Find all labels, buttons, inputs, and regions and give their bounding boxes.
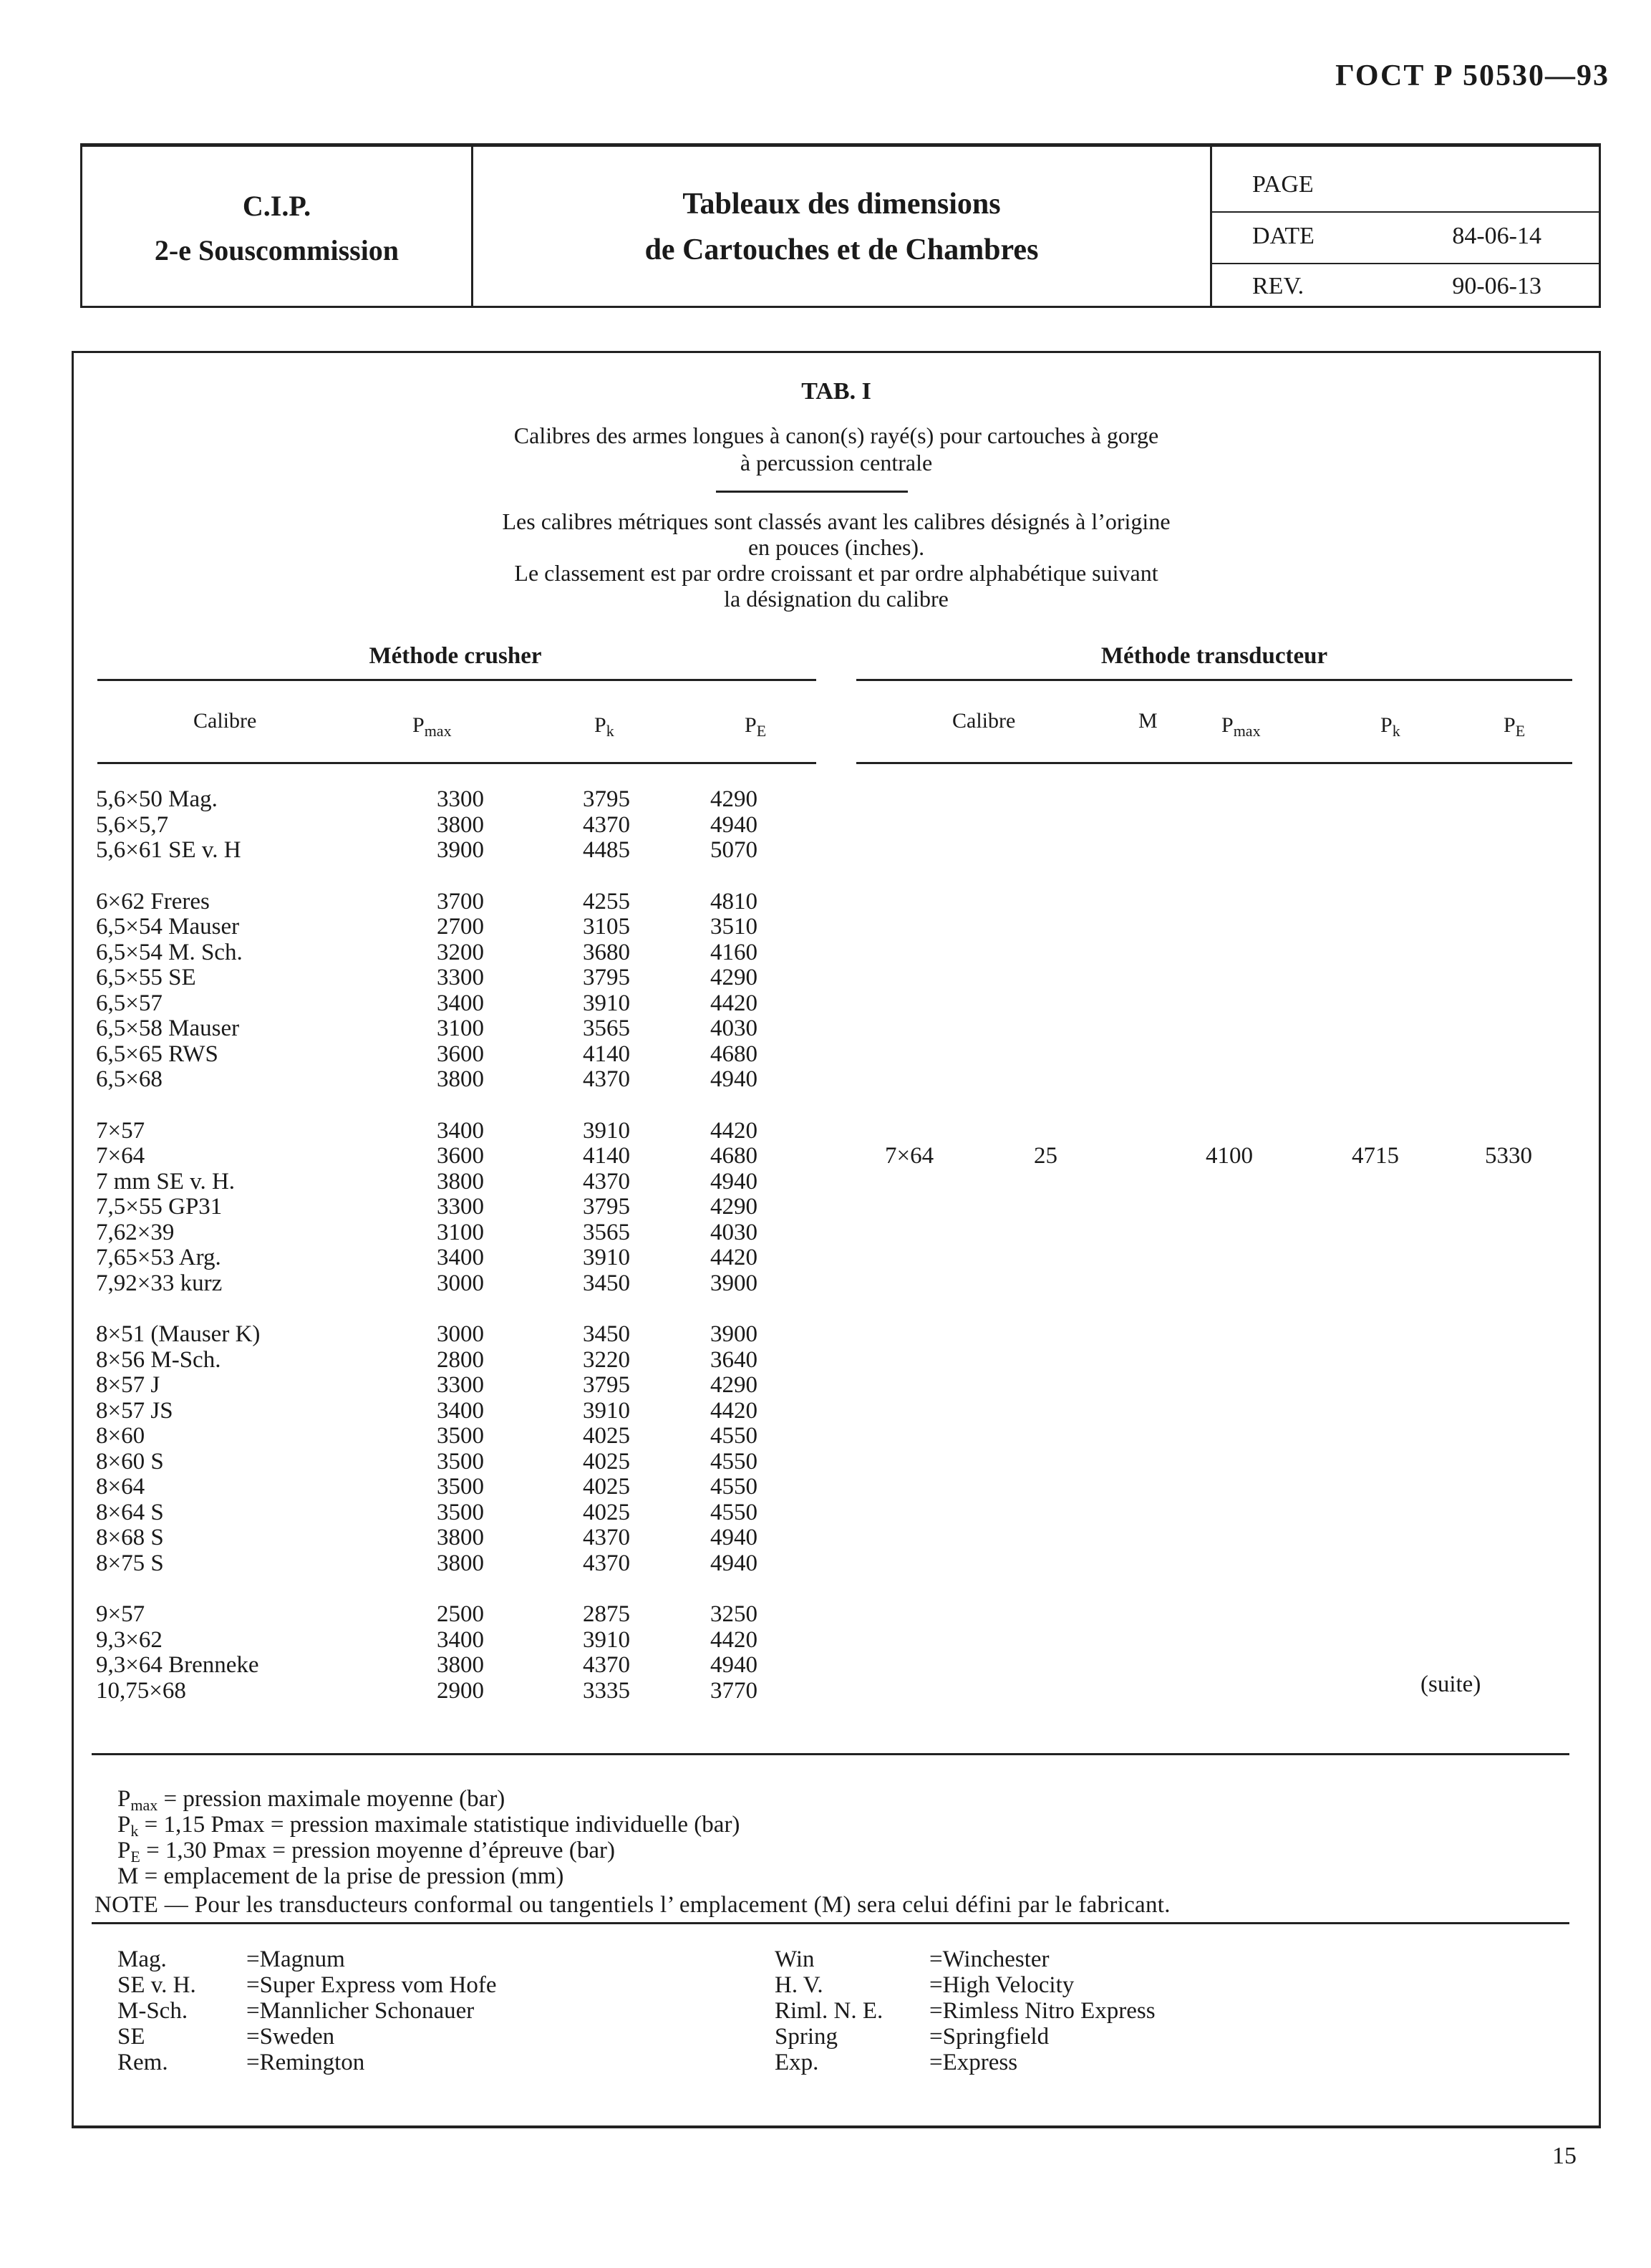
header-box [80, 143, 1601, 308]
crusher-pmax-cell: 3600 [437, 1041, 484, 1067]
definition-text: = emplacement de la prise de pression (mm) [138, 1863, 564, 1889]
crusher-pmax-cell: 3100 [437, 1219, 484, 1245]
crusher-pk-cell: 4025 [583, 1448, 630, 1475]
note-line-4: la désignation du calibre [724, 586, 949, 612]
tab-title: TAB. I [801, 378, 871, 405]
crusher-pk-cell: 3335 [583, 1677, 630, 1704]
crusher-pmax-cell: 3400 [437, 1626, 484, 1653]
crusher-calibre-cell: 8×56 M-Sch. [96, 1346, 221, 1373]
crusher-pk-cell: 3795 [583, 1194, 630, 1220]
crusher-pe-cell: 4940 [710, 1550, 757, 1576]
crusher-col-pk [594, 713, 614, 740]
definition-symbol: P [117, 1786, 131, 1812]
crusher-col-pe-sub: E [756, 722, 767, 740]
crusher-pe-cell: 5070 [710, 837, 757, 863]
crusher-pmax-cell: 3400 [437, 1397, 484, 1424]
rev-label: REV. [1252, 273, 1304, 299]
crusher-pmax-cell: 3800 [437, 1550, 484, 1576]
definition-line [117, 1863, 563, 1896]
crusher-col-pmax [412, 713, 452, 740]
crusher-pe-cell: 4420 [710, 1117, 757, 1144]
crusher-calibre-cell: 6,5×68 [96, 1066, 163, 1092]
crusher-pk-cell: 3565 [583, 1219, 630, 1245]
crusher-pk-cell: 3910 [583, 990, 630, 1016]
crusher-pk-cell: 3680 [583, 939, 630, 965]
crusher-pmax-cell: 3400 [437, 1117, 484, 1144]
crusher-pk-cell: 3220 [583, 1346, 630, 1373]
crusher-pk-cell: 4255 [583, 888, 630, 915]
crusher-pe-cell: 4420 [710, 1397, 757, 1424]
crusher-pmax-cell: 3300 [437, 1372, 484, 1398]
crusher-pk-cell: 3795 [583, 786, 630, 812]
crusher-pmax-cell: 3800 [437, 811, 484, 838]
crusher-pe-cell: 4420 [710, 1626, 757, 1653]
crusher-pk-cell: 4025 [583, 1499, 630, 1525]
crusher-pmax-cell: 3900 [437, 837, 484, 863]
transducer-col-pk [1380, 713, 1400, 740]
crusher-calibre-cell: 10,75×68 [96, 1677, 186, 1704]
transducer-col-pmax-sym: P [1221, 713, 1234, 737]
date-label: DATE [1252, 223, 1314, 249]
crusher-pmax-cell: 3700 [437, 888, 484, 915]
title-line-2: de Cartouches et de Chambres [644, 233, 1039, 266]
transducer-pe-cell: 5330 [1485, 1143, 1532, 1169]
crusher-pk-cell: 3105 [583, 914, 630, 940]
crusher-calibre-cell: 6,5×57 [96, 990, 163, 1016]
crusher-calibre-cell: 8×51 (Mauser K) [96, 1321, 261, 1347]
transducer-calibre-cell: 7×64 [885, 1143, 934, 1169]
crusher-calibre-cell: 6,5×58 Mauser [96, 1015, 240, 1041]
crusher-pe-cell: 3900 [710, 1321, 757, 1347]
crusher-pmax-cell: 3500 [437, 1474, 484, 1500]
crusher-pe-cell: 4030 [710, 1219, 757, 1245]
transducer-heading: Méthode transducteur [1100, 643, 1328, 669]
abbreviation-meaning: =Remington [246, 2050, 365, 2075]
crusher-pe-cell: 4030 [710, 1015, 757, 1041]
transducer-header-rule [856, 762, 1572, 764]
crusher-pe-cell: 4420 [710, 1245, 757, 1270]
crusher-calibre-cell: 8×68 S [96, 1525, 164, 1550]
abbreviation-meaning: =High Velocity [929, 1972, 1075, 1998]
crusher-pe-cell: 4940 [710, 1168, 757, 1195]
crusher-pe-cell: 4290 [710, 786, 757, 812]
crusher-calibre-cell: 8×57 JS [96, 1397, 173, 1424]
crusher-col-pe-sym: P [745, 713, 757, 737]
crusher-pe-cell: 4940 [710, 1525, 757, 1550]
crusher-calibre-cell: 6,5×54 M. Sch. [96, 939, 243, 965]
crusher-pk-cell: 4370 [583, 1525, 630, 1550]
page-label: PAGE [1252, 171, 1314, 198]
crusher-pk-cell: 4485 [583, 837, 630, 863]
crusher-pk-cell: 4025 [583, 1423, 630, 1449]
crusher-pe-cell: 4550 [710, 1423, 757, 1449]
date-value: 84-06-14 [1452, 223, 1541, 249]
crusher-calibre-cell: 6,5×54 Mauser [96, 914, 240, 940]
crusher-pmax-cell: 2900 [437, 1677, 484, 1704]
transducer-note: NOTE — Pour les transducteurs conformal ou tangentiels l’ emplacement (M) sera celui défini par le fabricant. [95, 1892, 1171, 1918]
definition-text: = 1,15 Pmax = pression maximale statistique individuelle (bar) [138, 1812, 740, 1838]
crusher-pmax-cell: 3500 [437, 1499, 484, 1525]
crusher-pe-cell: 4550 [710, 1474, 757, 1500]
crusher-calibre-cell: 8×64 [96, 1474, 145, 1500]
abbreviation: Mag. [117, 1946, 167, 1972]
definition-text: = 1,30 Pmax = pression moyenne d’épreuve (bar) [140, 1838, 615, 1863]
crusher-pk-cell: 3795 [583, 965, 630, 990]
transducer-col-calibre: Calibre [952, 709, 1016, 733]
crusher-pe-cell: 4290 [710, 1194, 757, 1220]
crusher-pmax-cell: 3800 [437, 1525, 484, 1550]
transducer-pk-cell: 4715 [1352, 1143, 1399, 1169]
crusher-pe-cell: 4940 [710, 1066, 757, 1092]
crusher-pe-cell: 4940 [710, 1652, 757, 1678]
standard-code: ГОСТ Р 50530—93 [1335, 59, 1609, 92]
crusher-calibre-cell: 7×57 [96, 1117, 145, 1144]
subtitle-line-2: à percussion centrale [740, 450, 933, 476]
crusher-calibre-cell: 6,5×55 SE [96, 965, 196, 990]
crusher-calibre-cell: 7,62×39 [96, 1219, 175, 1245]
crusher-pe-cell: 4680 [710, 1041, 757, 1067]
abbreviation-meaning: =Rimless Nitro Express [929, 1998, 1156, 2024]
crusher-pk-cell: 4370 [583, 1168, 630, 1195]
crusher-pmax-cell: 3800 [437, 1652, 484, 1678]
abbreviation: Win [775, 1946, 815, 1972]
crusher-pe-cell: 3900 [710, 1270, 757, 1296]
crusher-col-pmax-sym: P [412, 713, 425, 737]
crusher-pe-cell: 3640 [710, 1346, 757, 1373]
crusher-pmax-cell: 3000 [437, 1270, 484, 1296]
crusher-calibre-cell: 7,5×55 GP31 [96, 1194, 223, 1220]
note-rule [92, 1922, 1569, 1924]
transducer-col-pk-sub: k [1392, 722, 1400, 740]
crusher-pe-cell: 3510 [710, 914, 757, 940]
crusher-pe-cell: 4550 [710, 1448, 757, 1475]
crusher-pe-cell: 3770 [710, 1677, 757, 1704]
crusher-calibre-cell: 7,92×33 kurz [96, 1270, 223, 1296]
crusher-pmax-cell: 3300 [437, 965, 484, 990]
transducer-col-pe [1504, 713, 1525, 740]
definition-symbol: P [117, 1812, 131, 1838]
transducer-col-pk-sym: P [1380, 713, 1393, 737]
abbreviation: Riml. N. E. [775, 1998, 883, 2024]
note-line-2: en pouces (inches). [747, 534, 925, 560]
abbreviation-meaning: =Magnum [246, 1946, 345, 1972]
abbreviation-meaning: =Mannlicher Schonauer [246, 1998, 475, 2024]
crusher-calibre-cell: 9,3×64 Brenneke [96, 1652, 259, 1678]
org-line-2: 2-e Souscommission [154, 234, 400, 266]
abbreviation: SE [117, 2024, 145, 2050]
crusher-pmax-cell: 3400 [437, 1245, 484, 1270]
title-cell [473, 147, 1212, 306]
abbreviation-meaning: =Super Express vom Hofe [246, 1972, 497, 1998]
crusher-pk-cell: 4370 [583, 1550, 630, 1576]
crusher-pe-cell: 4290 [710, 1372, 757, 1398]
crusher-calibre-cell: 7,65×53 Arg. [96, 1245, 221, 1270]
crusher-pmax-cell: 3500 [437, 1423, 484, 1449]
crusher-col-pk-sym: P [594, 713, 606, 737]
crusher-header-rule [97, 762, 816, 764]
abbreviation-meaning: =Winchester [929, 1946, 1050, 1972]
abbreviation-meaning: =Sweden [246, 2024, 335, 2050]
abbreviation: Spring [775, 2024, 838, 2050]
definition-subscript: max [130, 1796, 158, 1814]
crusher-pmax-cell: 3300 [437, 1194, 484, 1220]
definition-text: = pression maximale moyenne (bar) [158, 1786, 505, 1812]
transducer-heading-rule [856, 679, 1572, 681]
crusher-col-calibre: Calibre [193, 709, 257, 733]
transducer-pmax-cell: 4100 [1206, 1143, 1253, 1169]
crusher-pmax-cell: 3800 [437, 1168, 484, 1195]
crusher-pmax-cell: 3000 [437, 1321, 484, 1347]
crusher-pe-cell: 4550 [710, 1499, 757, 1525]
crusher-pk-cell: 3565 [583, 1015, 630, 1041]
suite-label: (suite) [1420, 1671, 1481, 1697]
page-row [1212, 161, 1599, 213]
org-cell [82, 147, 473, 306]
transducer-col-m: M [1138, 709, 1158, 733]
crusher-pk-cell: 2875 [583, 1601, 630, 1627]
crusher-pk-cell: 3910 [583, 1626, 630, 1653]
crusher-pe-cell: 4680 [710, 1143, 757, 1169]
crusher-pk-cell: 3450 [583, 1270, 630, 1296]
crusher-pk-cell: 3910 [583, 1117, 630, 1144]
crusher-pe-cell: 4290 [710, 965, 757, 990]
crusher-pmax-cell: 2700 [437, 914, 484, 940]
crusher-calibre-cell: 5,6×50 Mag. [96, 786, 218, 812]
meta-cell [1212, 147, 1599, 306]
crusher-pk-cell: 3795 [583, 1372, 630, 1398]
crusher-calibre-cell: 8×75 S [96, 1550, 164, 1576]
transducer-m-cell: 25 [1034, 1143, 1057, 1169]
crusher-pmax-cell: 3400 [437, 990, 484, 1016]
crusher-pe-cell: 4160 [710, 939, 757, 965]
crusher-calibre-cell: 8×60 S [96, 1448, 164, 1475]
transducer-col-pe-sub: E [1515, 722, 1526, 740]
crusher-pk-cell: 3910 [583, 1245, 630, 1270]
definition-subscript: E [130, 1848, 140, 1866]
transducer-col-pmax [1221, 713, 1261, 740]
abbreviation: SE v. H. [117, 1972, 196, 1998]
crusher-col-pmax-sub: max [424, 722, 452, 740]
date-row [1212, 213, 1599, 264]
crusher-col-pk-sub: k [606, 722, 614, 740]
definition-symbol: M [117, 1863, 139, 1889]
crusher-pmax-cell: 2800 [437, 1346, 484, 1373]
crusher-pk-cell: 3910 [583, 1397, 630, 1424]
crusher-pk-cell: 3450 [583, 1321, 630, 1347]
crusher-pk-cell: 4370 [583, 1652, 630, 1678]
note-line-1: Les calibres métriques sont classés avant les calibres désignés à l’origine [502, 508, 1171, 534]
crusher-calibre-cell: 8×57 J [96, 1372, 160, 1398]
crusher-pmax-cell: 3600 [437, 1143, 484, 1169]
crusher-pk-cell: 4370 [583, 1066, 630, 1092]
title-line-1: Tableaux des dimensions [682, 188, 1001, 221]
note-line-3: Le classement est par ordre croissant et par ordre alphabétique suivant [514, 560, 1158, 586]
crusher-calibre-cell: 9,3×62 [96, 1626, 163, 1653]
crusher-calibre-cell: 5,6×5,7 [96, 811, 169, 838]
crusher-pk-cell: 4140 [583, 1041, 630, 1067]
org-line-1: C.I.P. [242, 190, 311, 222]
crusher-calibre-cell: 5,6×61 SE v. H [96, 837, 241, 863]
crusher-col-pe [745, 713, 766, 740]
crusher-pe-cell: 4810 [710, 888, 757, 915]
crusher-pmax-cell: 3800 [437, 1066, 484, 1092]
crusher-pe-cell: 3250 [710, 1601, 757, 1627]
crusher-calibre-cell: 9×57 [96, 1601, 145, 1627]
data-bottom-rule [92, 1753, 1569, 1755]
abbreviation-meaning: =Express [929, 2050, 1018, 2075]
definition-symbol: P [117, 1838, 131, 1863]
transducer-col-pmax-sub: max [1233, 722, 1261, 740]
rev-row [1212, 263, 1599, 313]
crusher-pe-cell: 4940 [710, 811, 757, 838]
crusher-heading-rule [97, 679, 816, 681]
crusher-pmax-cell: 2500 [437, 1601, 484, 1627]
abbreviation: M-Sch. [117, 1998, 188, 2024]
crusher-pk-cell: 4140 [583, 1143, 630, 1169]
abbreviation-meaning: =Springfield [929, 2024, 1050, 2050]
title-divider [716, 491, 908, 493]
crusher-pmax-cell: 3500 [437, 1448, 484, 1475]
crusher-calibre-cell: 8×64 S [96, 1499, 164, 1525]
crusher-calibre-cell: 6,5×65 RWS [96, 1041, 218, 1067]
abbreviation: H. V. [775, 1972, 823, 1998]
definition-subscript: k [130, 1822, 139, 1840]
crusher-calibre-cell: 6×62 Freres [96, 888, 210, 915]
abbreviation: Exp. [775, 2050, 819, 2075]
crusher-pmax-cell: 3300 [437, 786, 484, 812]
rev-value: 90-06-13 [1452, 273, 1541, 299]
crusher-calibre-cell: 8×60 [96, 1423, 145, 1449]
crusher-calibre-cell: 7 mm SE v. H. [96, 1168, 236, 1195]
page-number: 15 [1552, 2143, 1577, 2169]
crusher-pk-cell: 4025 [583, 1474, 630, 1500]
crusher-pe-cell: 4420 [710, 990, 757, 1016]
crusher-pmax-cell: 3200 [437, 939, 484, 965]
abbreviation: Rem. [117, 2050, 168, 2075]
crusher-heading: Méthode crusher [369, 643, 542, 669]
transducer-col-pe-sym: P [1504, 713, 1516, 737]
crusher-pk-cell: 4370 [583, 811, 630, 838]
crusher-calibre-cell: 7×64 [96, 1143, 145, 1169]
subtitle-line-1: Calibres des armes longues à canon(s) rayé(s) pour cartouches à gorge [513, 423, 1159, 448]
crusher-pmax-cell: 3100 [437, 1015, 484, 1041]
